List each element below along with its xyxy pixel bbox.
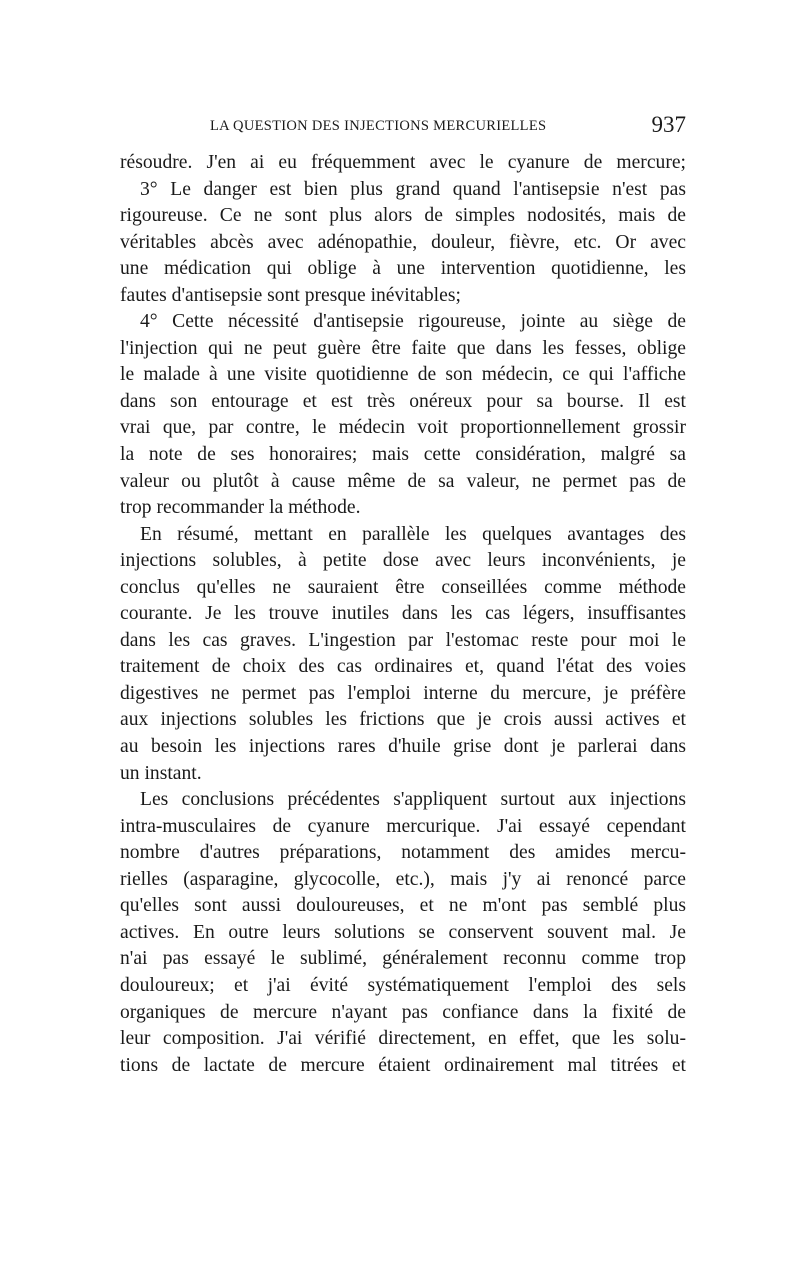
running-title: LA QUESTION DES INJECTIONS MERCURIELLES — [210, 118, 547, 134]
text-line: au besoin les injections rares d'huile grise dont je parlerai dans — [120, 736, 686, 758]
text-line: 4° Cette nécessité d'antisepsie rigoureuse, jointe au siège de — [140, 311, 686, 333]
text-line: nombre d'autres préparations, notamment des amides mercu- — [120, 842, 686, 864]
text-line: En résumé, mettant en parallèle les quelques avantages des — [140, 523, 686, 545]
text-line: tions de lactate de mercure étaient ordinairement mal titrées et — [120, 1054, 686, 1076]
text-line: rielles (asparagine, glycocolle, etc.), mais j'y ai renoncé parce — [120, 868, 686, 890]
text-line: dans son entourage et est très onéreux pour sa bourse. Il est — [120, 390, 686, 412]
text-line: douloureux; et j'ai évité systématiquement l'emploi des sels — [120, 974, 686, 996]
running-header — [120, 112, 686, 142]
text-line: conclus qu'elles ne sauraient être conseillées comme méthode — [120, 576, 686, 598]
text-line: l'injection qui ne peut guère être faite que dans les fesses, oblige — [120, 337, 686, 359]
text-line: le malade à une visite quotidienne de son médecin, ce qui l'affiche — [120, 364, 686, 386]
text-line: aux injections solubles les frictions que je crois aussi actives et — [120, 709, 686, 731]
text-line: intra-musculaires de cyanure mercurique. J'ai essayé cependant — [120, 815, 686, 837]
page-number: 937 — [651, 112, 686, 137]
text-line: un instant. — [120, 762, 202, 784]
text-line: fautes d'antisepsie sont presque inévitables; — [120, 284, 461, 306]
text-line: valeur ou plutôt à cause même de sa valeur, ne permet pas de — [120, 470, 686, 492]
text-line: la note de ses honoraires; mais cette considération, malgré sa — [120, 444, 686, 466]
text-line: leur composition. J'ai vérifié directement, en effet, que les solu- — [120, 1028, 686, 1050]
text-line: dans les cas graves. L'ingestion par l'estomac reste pour moi le — [120, 629, 686, 651]
text-line: Les conclusions précédentes s'appliquent surtout aux injections — [140, 789, 686, 811]
text-line: rigoureuse. Ce ne sont plus alors de simples nodosités, mais de — [120, 205, 686, 227]
text-line: véritables abcès avec adénopathie, douleur, fièvre, etc. Or avec — [120, 231, 686, 253]
text-line: qu'elles sont aussi douloureuses, et ne m'ont pas semblé plus — [120, 895, 686, 917]
text-line: n'ai pas essayé le sublimé, généralement reconnu comme trop — [120, 948, 686, 970]
text-line: résoudre. J'en ai eu fréquemment avec le cyanure de mercure; — [120, 152, 686, 173]
text-line: traitement de choix des cas ordinaires et, quand l'état des voies — [120, 656, 686, 678]
text-line: trop recommander la méthode. — [120, 497, 361, 519]
text-line: vrai que, par contre, le médecin voit proportionnellement grossir — [120, 417, 686, 439]
text-line: une médication qui oblige à une intervention quotidienne, les — [120, 258, 686, 280]
text-line: digestives ne permet pas l'emploi interne du mercure, je préfère — [120, 682, 686, 704]
text-line: organiques de mercure n'ayant pas confiance dans la fixité de — [120, 1001, 686, 1023]
text-line: 3° Le danger est bien plus grand quand l'antisepsie n'est pas — [140, 178, 686, 200]
text-line: courante. Je les trouve inutiles dans les cas légers, insuffisantes — [120, 603, 686, 625]
body-text — [120, 150, 686, 1079]
text-line: actives. En outre leurs solutions se conservent souvent mal. Je — [120, 921, 686, 943]
text-line: injections solubles, à petite dose avec leurs inconvénients, je — [120, 550, 686, 572]
